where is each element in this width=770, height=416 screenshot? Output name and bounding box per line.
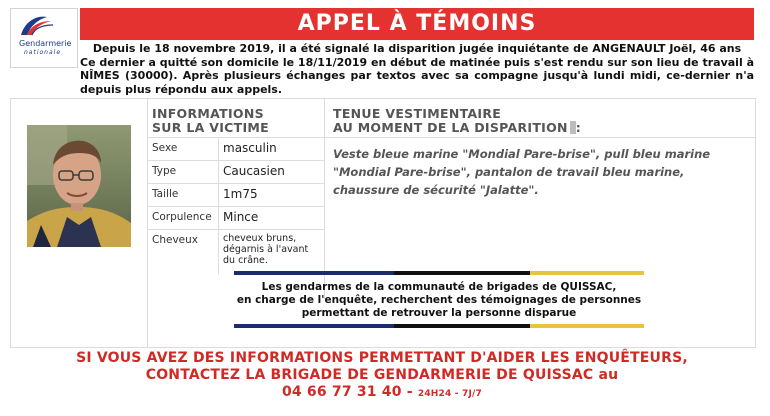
photo-cell [11, 99, 148, 299]
logo-text-gendarmerie: Gendarmerie [19, 39, 72, 48]
clothing-heading-line-1: TENUE VESTIMENTAIRE [333, 106, 502, 121]
contact-hours: 24H24 - 7J/7 [417, 389, 483, 399]
row-label: Sexe [152, 142, 178, 154]
victim-portrait-image [27, 125, 131, 247]
flag-black-segment [394, 271, 530, 275]
row-label: Corpulence [152, 211, 212, 223]
flag-yellow-segment [530, 324, 644, 328]
clothing-heading-line-2-wrap [333, 121, 753, 135]
logo-text-nationale: nationale [24, 49, 62, 56]
clothing-description: Veste bleue marine "Mondial Pare-brise", pull bleu marine "Mondial Pare-brise", pantalon de travail bleu marine, chaussure de sécurité "Jalatte". [333, 147, 711, 197]
row-label: Type [152, 165, 177, 177]
clothing-heading [333, 107, 753, 135]
intro-line-2: Ce dernier a quitté son domicile le 18/11/2019 en début de matinée puis s'est rendu sur son lieu de travail à NÎMES (30000). Après plusieurs échanges par textos avec sa compagne jusqu'à lundi midi, ce-dernier n'a depuis plus répondu aux appels. [80, 55, 754, 96]
victim-heading-line-1: INFORMATIONS [152, 106, 264, 121]
victim-photo [27, 125, 131, 247]
cta-line-2: CONTACTEZ LA BRIGADE DE GENDARMERIE DE QUISSAC au [145, 367, 619, 383]
tricolor-bar-top [234, 271, 644, 275]
row-value: Mince [218, 207, 321, 229]
row-value: masculin [218, 138, 321, 160]
row-label: Taille [152, 188, 179, 200]
victim-heading-line-2: SUR LA VICTIME [152, 120, 269, 135]
flag-blue-segment [234, 324, 394, 328]
intro-text [80, 42, 754, 96]
investigation-line-1: Les gendarmes de la communauté de brigades de QUISSAC, [261, 281, 617, 293]
row-value: Caucasien [218, 161, 321, 183]
cta-contact-line [10, 384, 754, 403]
call-to-action [10, 350, 754, 403]
gendarmerie-logo [10, 8, 78, 68]
page-title: APPEL À TÉMOINS [80, 8, 754, 40]
tricolor-bar-bottom [234, 324, 644, 328]
gendarmerie-flame-icon [17, 13, 71, 39]
intro-line-1: Depuis le 18 novembre 2019, il a été signalé la disparition jugée inquiétante de ANGENAULT Joël, 46 ans [92, 42, 742, 55]
flag-blue-segment [234, 271, 394, 275]
cta-line-1: SI VOUS AVEZ DES INFORMATIONS PERMETTANT D'AIDER LES ENQUÊTEURS, [76, 350, 688, 366]
wanted-notice [6, 6, 758, 410]
cta-separator: - [401, 384, 418, 400]
row-cheveux [148, 229, 324, 274]
row-label: Cheveux [152, 234, 198, 246]
row-sexe [148, 137, 324, 160]
flag-black-segment [394, 324, 530, 328]
victim-info-column [148, 99, 325, 299]
flag-yellow-segment [530, 271, 644, 275]
investigation-text [234, 281, 644, 320]
investigation-line-3: permettant de retrouver la personne disparue [301, 307, 577, 319]
row-value: 1m75 [218, 184, 321, 206]
victim-info-heading [152, 107, 322, 135]
row-corpulence [148, 206, 324, 229]
row-taille [148, 183, 324, 206]
clothing-heading-suffix: : [575, 120, 582, 135]
investigation-line-2: en charge de l'enquête, recherchent des témoignages de personnes [236, 294, 642, 306]
victim-info-rows [148, 137, 324, 274]
phone-number[interactable]: 04 66 77 31 40 [281, 384, 402, 400]
empty-cell [11, 299, 148, 347]
row-type [148, 160, 324, 183]
clothing-heading-line-2: AU MOMENT DE LA DISPARITION [333, 120, 568, 135]
clothing-divider [325, 137, 755, 138]
row-value: cheveux bruns, dégarnis à l'avant du crâne. [218, 230, 321, 274]
